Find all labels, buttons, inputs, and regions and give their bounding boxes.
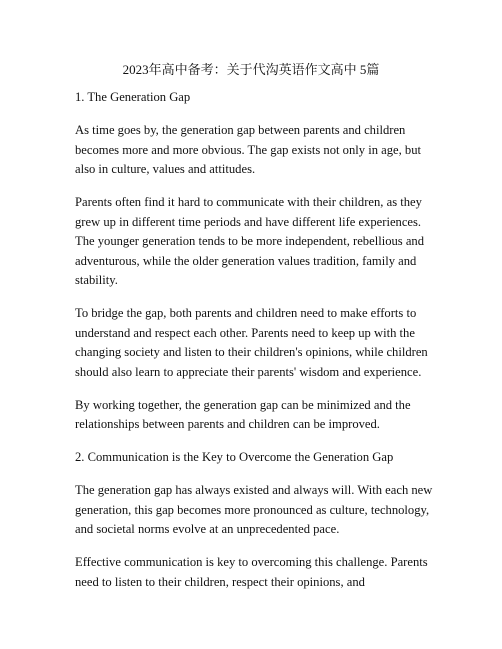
section-2-paragraph-1: The generation gap has always existed and always will. With each new generation, this gap becomes more pronounced as culture, technology, and societal norms evolve at an unprecedented pace. <box>75 483 433 536</box>
section-1-paragraph-3: To bridge the gap, both parents and children need to make efforts to understand and respect each other. Parents need to keep up with the changing society and listen to their children's opinions, while children should also learn to appreciate their parents' wisdom and experience. <box>75 306 428 379</box>
section-2-paragraph-2: Effective communication is key to overcoming this challenge. Parents need to listen to their children, respect their opinions, and <box>75 555 428 589</box>
document-title: 2023年高中备考：关于代沟英语作文高中 5篇 <box>122 62 380 77</box>
section-1-paragraph-1: As time goes by, the generation gap between parents and children becomes more and more obvious. The gap exists not only in age, but also in culture, values and attitudes. <box>75 123 422 176</box>
section-1-heading: 1. The Generation Gap <box>75 90 191 104</box>
document-body <box>75 88 435 606</box>
section-2-heading: 2. Communication is the Key to Overcome the Generation Gap <box>75 450 394 464</box>
section-1-paragraph-2: Parents often find it hard to communicate with their children, as they grew up in different time periods and have different life experiences. The younger generation tends to be more independent, rebellious and adventurous, while the older generation values tradition, family and stability. <box>75 195 425 287</box>
section-1-paragraph-4: By working together, the generation gap can be minimized and the relationships between parents and children can be improved. <box>75 397 411 431</box>
